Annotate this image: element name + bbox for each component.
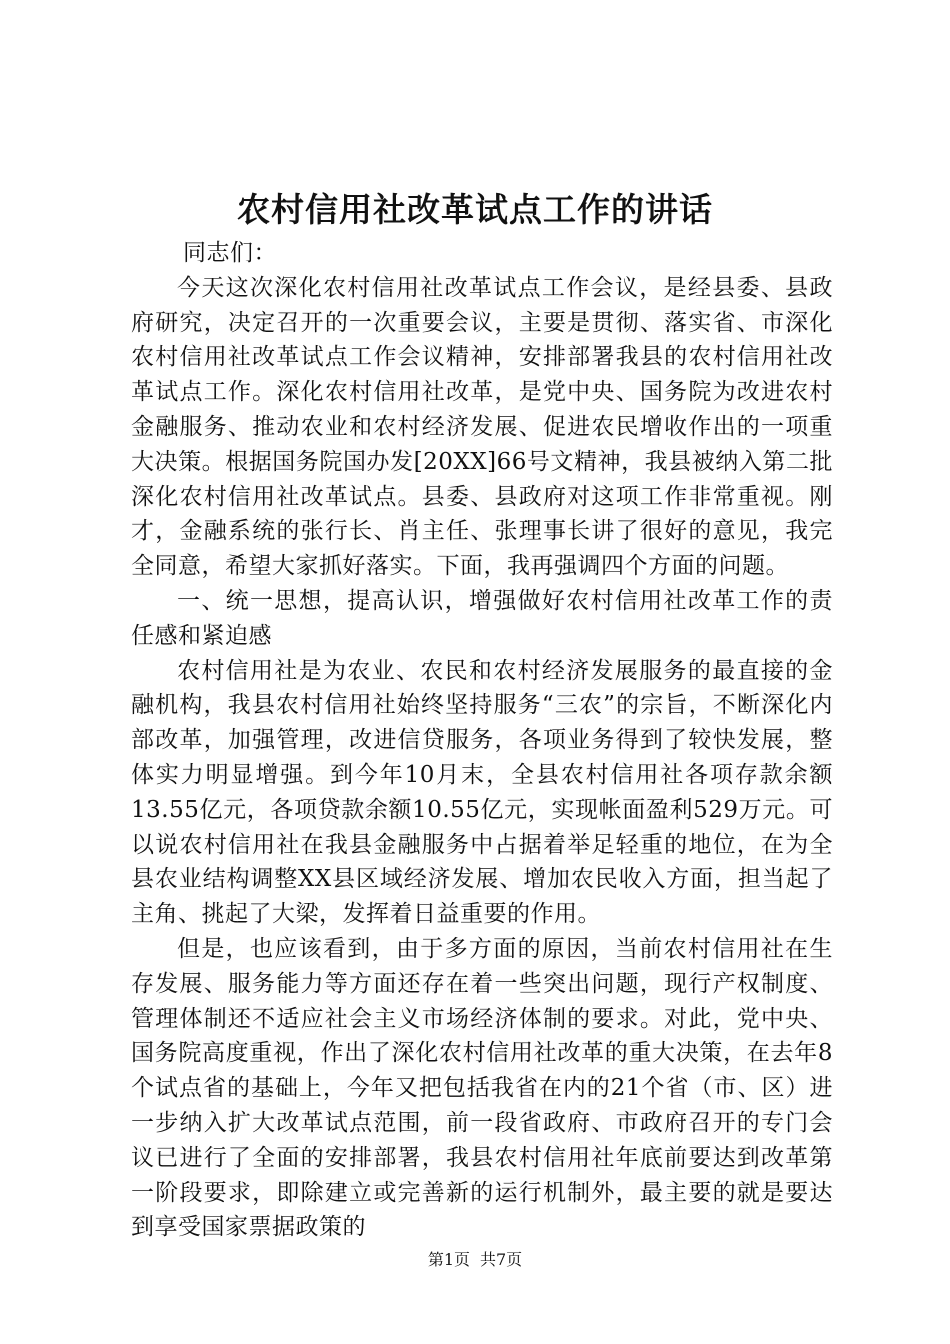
page-total: 共7页 — [480, 1250, 523, 1269]
document-body — [131, 236, 833, 1245]
document-title: 农村信用社改革试点工作的讲话 — [237, 190, 713, 229]
page-footer — [0, 1247, 950, 1270]
paragraph: 但是，也应该看到，由于多方面的原因，当前农村信用社在生存发展、服务能力等方面还存在着一些突出问题，现行产权制度、管理体制还不适应社会主义市场经济体制的要求。对此，党中央、国务院高度重视，作出了深化农村信用社改革的重大决策，在去年8个试点省的基础上，今年又把包括我省在内的21个省（市、区）进一步纳入扩大改革试点范围，前一段省政府、市政府召开的专门会议已进行了全面的安排部署，我县农村信用社年底前要达到改革第一阶段要求，即除建立或完善新的运行机制外，最主要的就是要达到享受国家票据政策的 — [131, 935, 833, 1241]
paragraph: 农村信用社是为农业、农民和农村经济发展服务的最直接的金融机构，我县农村信用社始终坚持服务“三农”的宗旨，不断深化内部改革，加强管理，改进信贷服务，各项业务得到了较快发展，整体实力明显增强。到今年10月末，全县农村信用社各项存款余额13.55亿元，各项贷款余额10.55亿元，实现帐面盈利529万元。可以说农村信用社在我县金融服务中占据着举足轻重的地位，在为全县农业结构调整XX县区域经济发展、增加农民收入方面，担当起了主角、挑起了大梁，发挥着日益重要的作用。 — [131, 657, 833, 928]
salutation: 同志们： — [183, 240, 277, 266]
section-heading: 一、统一思想，提高认识，增强做好农村信用社改革工作的责任感和紧迫感 — [131, 587, 833, 649]
page-number: 第1页 — [427, 1250, 470, 1269]
paragraph: 今天这次深化农村信用社改革试点工作会议，是经县委、县政府研究，决定召开的一次重要会议，主要是贯彻、落实省、市深化农村信用社改革试点工作会议精神，安排部署我县的农村信用社改革试点工作。深化农村信用社改革，是党中央、国务院为改进农村金融服务、推动农业和农村经济发展、促进农民增收作出的一项重大决策。根据国务院国办发[20XX]66号文精神，我县被纳入第二批深化农村信用社改革试点。县委、县政府对这项工作非常重视。刚才，金融系统的张行长、肖主任、张理事长讲了很好的意见，我完全同意，希望大家抓好落实。下面，我再强调四个方面的问题。 — [131, 274, 833, 580]
